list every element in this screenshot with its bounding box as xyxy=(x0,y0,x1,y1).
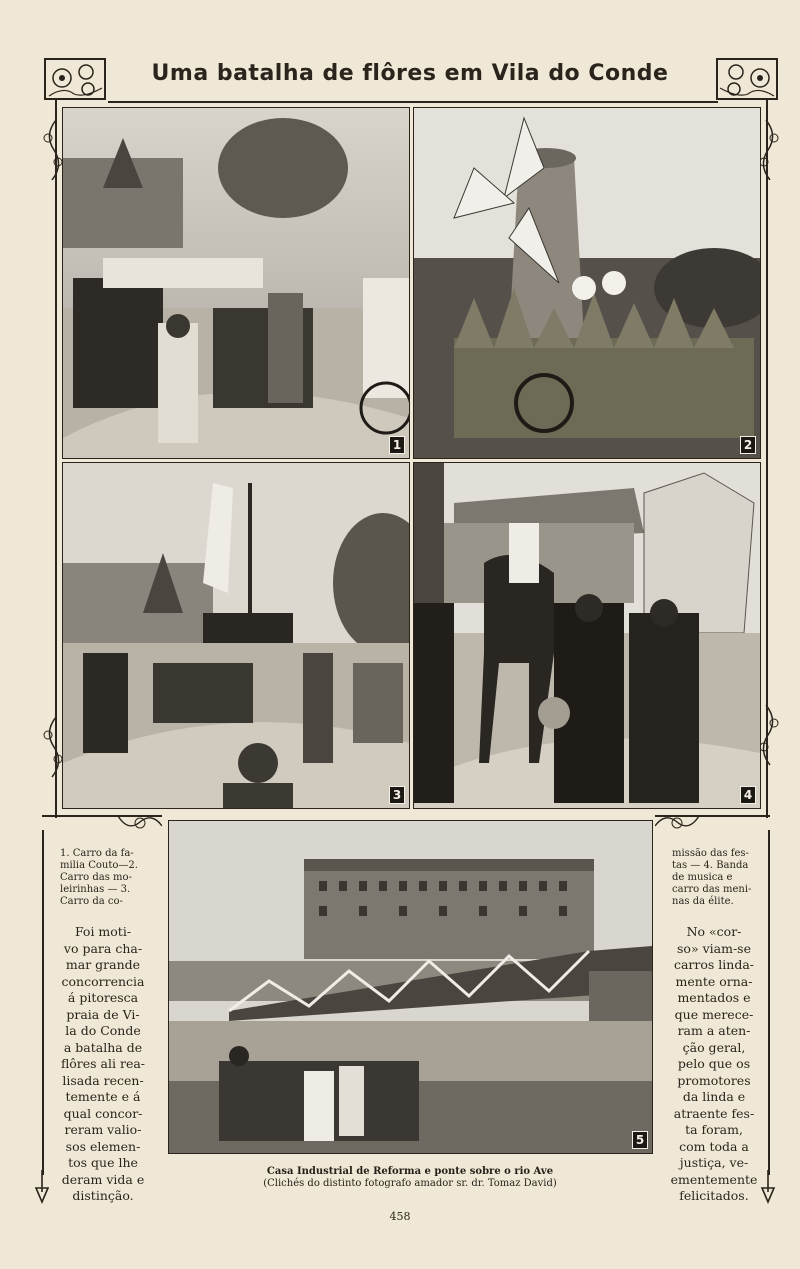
text-line: que merece- xyxy=(674,1006,754,1022)
caption-right xyxy=(672,848,764,908)
flower-ornament-icon xyxy=(44,58,106,100)
text-line: distinção. xyxy=(72,1188,134,1203)
text-line: ta foram, xyxy=(685,1122,743,1137)
border-top xyxy=(108,101,718,103)
caption-left-line: milia Couto—2. xyxy=(60,860,138,871)
border-right-lower xyxy=(768,830,770,1175)
text-line: so» viam-se xyxy=(677,940,751,956)
left-column-text xyxy=(56,924,150,1205)
flower-ornament-icon xyxy=(118,812,162,834)
text-line: qual concor- xyxy=(63,1105,143,1121)
text-line: lisada recen- xyxy=(62,1072,144,1088)
caption-left-line: Carro das mo- xyxy=(60,872,132,883)
text-line: vo para cha- xyxy=(63,940,143,956)
text-line: ementemente xyxy=(670,1171,758,1187)
text-line: a batalha de xyxy=(63,1039,143,1055)
text-line: com toda a xyxy=(679,1138,749,1154)
text-line: mente orna- xyxy=(675,973,753,989)
photo-caption xyxy=(170,1166,650,1190)
text-line: deram vida e xyxy=(61,1171,145,1187)
text-line: sos elemen- xyxy=(65,1138,141,1154)
text-line: carros linda- xyxy=(673,957,755,972)
text-line: ram a aten- xyxy=(677,1023,751,1038)
text-line: temente e á xyxy=(65,1089,141,1104)
text-line: mar grande xyxy=(65,957,141,972)
caption-left-line: 1. Carro da fa- xyxy=(60,848,134,859)
photo-number-2: 2 xyxy=(740,436,756,454)
text-line: á pitoresca xyxy=(67,990,139,1005)
photo-5 xyxy=(168,820,653,1154)
photo-caption-title: Casa Industrial de Reforma e ponte sobre o rio Ave xyxy=(266,1166,554,1177)
text-line: la do Conde xyxy=(65,1023,141,1038)
text-line: reram valio- xyxy=(64,1122,142,1137)
photo-1 xyxy=(62,107,410,459)
article-title: Uma batalha de flôres em Vila do Conde xyxy=(151,61,669,86)
page-number: 458 xyxy=(389,1210,411,1223)
photo-3 xyxy=(62,462,410,809)
photo-number-1: 1 xyxy=(389,436,405,454)
photo-2 xyxy=(413,107,761,459)
border-left-lower xyxy=(42,830,44,1175)
border-left xyxy=(55,98,57,818)
text-line: da linda e xyxy=(682,1089,746,1104)
photo-caption-credit: (Clichés do distinto fotografo amador sr. dr. Tomaz David) xyxy=(263,1178,557,1189)
text-line: promotores xyxy=(677,1072,751,1088)
text-line: justiça, ve- xyxy=(679,1155,749,1170)
photo-number-5: 5 xyxy=(632,1131,648,1149)
text-line: felicitados. xyxy=(679,1188,749,1203)
text-line: ção geral, xyxy=(682,1039,746,1055)
caption-right-line: de musica e xyxy=(672,872,733,883)
text-line: praia de Vi- xyxy=(66,1006,140,1022)
photo-number-3: 3 xyxy=(389,786,405,804)
caption-right-line: missão das fes- xyxy=(672,848,749,859)
caption-left xyxy=(60,848,160,908)
text-line: flôres ali rea- xyxy=(60,1056,146,1071)
caption-left-line: leirinhas — 3. xyxy=(60,884,131,895)
photo-number-4: 4 xyxy=(740,786,756,804)
text-line: Foi moti- xyxy=(74,924,132,939)
text-line: atraente fes- xyxy=(673,1105,755,1121)
caption-left-line: Carro da co- xyxy=(60,896,123,907)
caption-right-line: tas — 4. Banda xyxy=(672,860,749,871)
caption-right-line: nas da élite. xyxy=(672,896,734,907)
text-line: No «cor- xyxy=(686,924,742,939)
text-line: mentados e xyxy=(677,990,751,1005)
right-column-text xyxy=(664,924,764,1205)
text-line: concorrencia xyxy=(61,973,145,989)
photo-4 xyxy=(413,462,761,809)
caption-right-line: carro das meni- xyxy=(672,884,752,895)
text-line: tos que lhe xyxy=(68,1155,138,1170)
flower-ornament-icon xyxy=(655,812,699,834)
flower-ornament-icon xyxy=(716,58,778,100)
arrow-finial-icon xyxy=(34,1170,50,1204)
text-line: pelo que os xyxy=(677,1056,751,1071)
